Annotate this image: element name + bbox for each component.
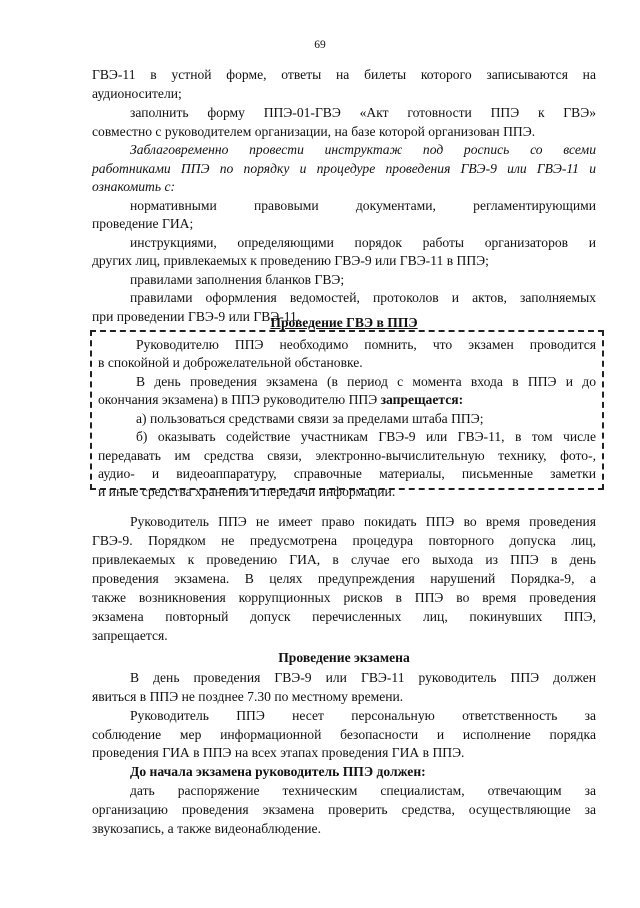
text-line: [98, 391, 596, 410]
text-line: заполнить форму ППЭ-01-ГВЭ «Акт готовности ППЭ к ГВЭ»: [130, 105, 596, 120]
text-line: передавать им средства связи, электронно-вычислительную технику, фото-,: [98, 448, 596, 463]
text-line: инструкциями, определяющими порядок работы организаторов и: [130, 235, 596, 250]
text-line: До начала экзамена руководитель ППЭ должен:: [130, 764, 426, 779]
text-line: Руководитель ППЭ не имеет право покидать ППЭ во время проведения: [130, 514, 596, 529]
section-heading: Проведение экзамена: [278, 650, 410, 665]
text-line: совместно с руководителем организации, на базе которой организован ППЭ.: [92, 124, 536, 139]
text-line: нормативными правовыми документами, регламентирующими: [130, 198, 596, 213]
text-line: при проведении ГВЭ-9 или ГВЭ-11.: [92, 309, 301, 324]
text-line: соблюдение мер информационной безопасности и исполнение порядка: [92, 727, 596, 742]
text-line: правилами заполнения бланков ГВЭ;: [130, 272, 345, 287]
text-line: б) оказывать содействие участникам ГВЭ-9 или ГВЭ-11, в том числе: [136, 429, 596, 444]
text-line: а) пользоваться средствами связи за пределами штаба ППЭ;: [136, 411, 484, 426]
text-line: Руководителю ППЭ необходимо помнить, что экзамен проводится: [136, 337, 596, 352]
text-line: дать распоряжение техническим специалистам, отвечающим за: [130, 783, 596, 798]
text-line: ГВЭ-9. Порядком не предусмотрена процедура повторного допуска лиц,: [92, 533, 596, 548]
text-line: привлекаемых к проведению ГИА, в случае его выхода из ППЭ в день: [92, 552, 596, 567]
text-line: В день проведения ГВЭ-9 или ГВЭ-11 руководитель ППЭ должен: [130, 670, 596, 685]
text-line: проведения экзамена. В целях предупреждения нарушений Порядка-9, а: [92, 571, 596, 586]
text-line: экзамена повторный допуск перечисленных лиц, покинувших ППЭ,: [92, 609, 596, 624]
prohibited-label: запрещается:: [380, 392, 464, 407]
text-line: также возникновения коррупционных рисков в ППЭ во время проведения: [92, 590, 596, 605]
text-line: правилами оформления ведомостей, протоколов и актов, заполняемых: [130, 290, 596, 305]
text-line: Руководитель ППЭ несет персональную ответственность за: [130, 708, 596, 723]
text-span: окончания экзамена) в ППЭ руководителю ППЭ: [98, 392, 381, 407]
text-line: запрещается.: [92, 628, 168, 643]
text-line: аудионосители;: [92, 86, 182, 101]
text-line: других лиц, привлекаемых к проведению ГВЭ-9 или ГВЭ-11 в ППЭ;: [92, 253, 489, 268]
text-line: явиться в ППЭ не позднее 7.30 по местному времени.: [92, 689, 404, 704]
text-line: Заблаговременно провести инструктаж под роспись со всеми: [130, 142, 596, 157]
text-line: и иные средства хранения и передачи информации.: [98, 484, 396, 499]
text-line: ознакомить с:: [92, 179, 176, 194]
text-line: ГВЭ-11 в устной форме, ответы на билеты которого записываются на: [92, 67, 596, 82]
section-heading: Проведение ГВЭ в ППЭ: [270, 315, 418, 330]
text-line: проведения ГИА в ППЭ на всех этапах проведения ГИА в ППЭ.: [92, 745, 465, 760]
text-line: звукозапись, а также видеонаблюдение.: [92, 821, 321, 836]
text-line: организацию проведения экзамена проверить средства, осуществляющие за: [92, 802, 596, 817]
text-line: проведение ГИА;: [92, 216, 194, 231]
page-number: 69: [314, 39, 326, 51]
text-line: в спокойной и доброжелательной обстановке.: [98, 355, 363, 370]
text-line: В день проведения экзамена (в период с момента входа в ППЭ и до: [136, 374, 596, 389]
text-line: аудио- и видеоаппаратуру, справочные материалы, письменные заметки: [98, 466, 596, 481]
text-line: работниками ППЭ по порядку и процедуре проведения ГВЭ-9 или ГВЭ-11 и: [92, 161, 596, 176]
